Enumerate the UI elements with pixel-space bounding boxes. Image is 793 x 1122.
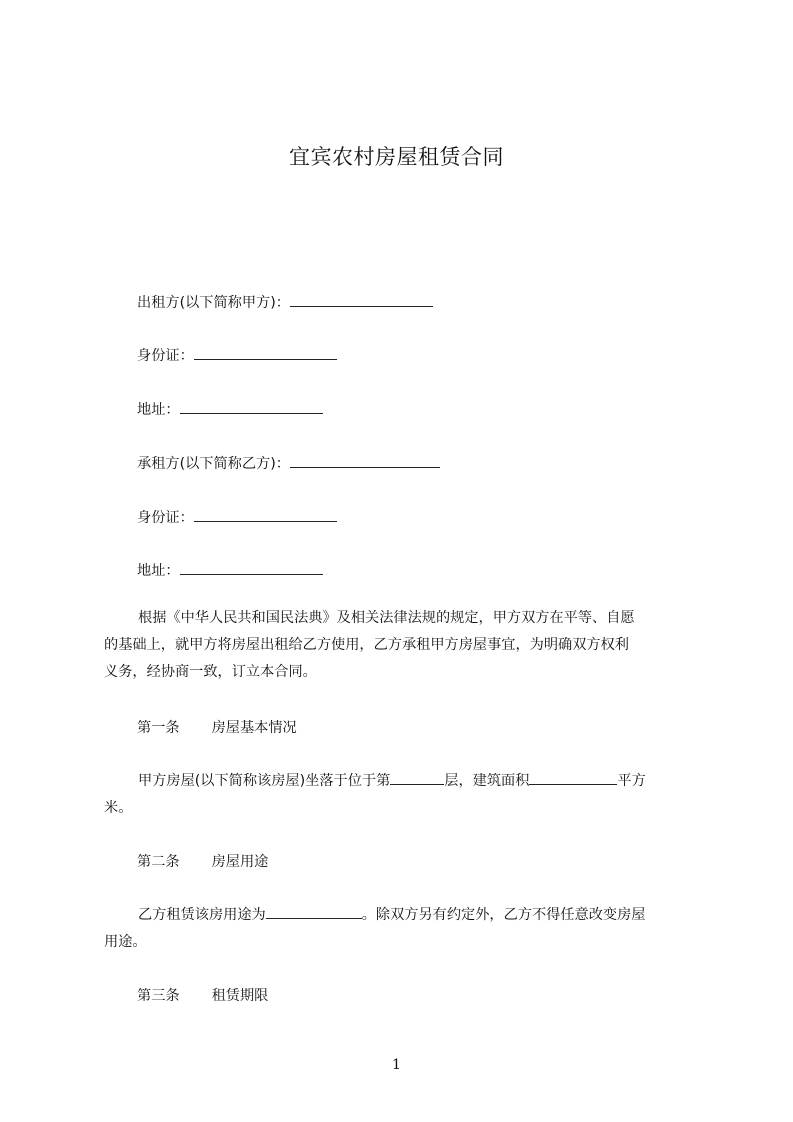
document-title: 宜宾农村房屋租赁合同 (289, 145, 504, 169)
article-2-line-2: 用途。 (104, 934, 147, 950)
article-3-heading (137, 986, 268, 1006)
page-number: 1 (392, 1057, 401, 1073)
preamble-paragraph (104, 605, 700, 686)
article-1-paragraph (104, 768, 700, 822)
lessor-id-line (137, 345, 337, 366)
lessor-address-line (137, 399, 323, 420)
article-1-line-1: 甲方房屋(以下简称该房屋)坐落于位于第 层，建筑面积 平方 (104, 768, 700, 795)
preamble-line-3: 义务，经协商一致，订立本合同。 (104, 664, 317, 680)
lessee-label: 承租方(以下简称乙方)： (137, 456, 290, 472)
lessor-address-blank[interactable] (180, 399, 323, 414)
floor-blank[interactable] (390, 770, 444, 785)
lessor-line (137, 292, 433, 313)
lessee-id-line (137, 507, 337, 528)
article-2-paragraph (104, 902, 700, 956)
article-2-line-1: 乙方租赁该房用途为 。除双方另有约定外，乙方不得任意改变房屋 (104, 902, 700, 929)
lessee-id-label: 身份证： (137, 510, 194, 526)
article-3-number: 第三条 (137, 988, 180, 1004)
article-1-line-2: 米。 (104, 800, 133, 816)
lessor-id-blank[interactable] (194, 345, 337, 360)
article-2-heading (137, 852, 268, 872)
lessor-name-blank[interactable] (290, 292, 433, 307)
article-3-name: 租赁期限 (211, 988, 269, 1004)
preamble-line-1: 根据《中华人民共和国民法典》及相关法律法规的规定，甲方双方在平等、自愿 (138, 610, 635, 626)
lessee-id-blank[interactable] (194, 507, 337, 522)
lessor-address-label: 地址： (137, 402, 180, 418)
lessee-address-line (137, 560, 323, 581)
article-1-name: 房屋基本情况 (211, 720, 297, 736)
lessee-line (137, 453, 440, 474)
lessee-address-label: 地址： (137, 563, 180, 579)
lessor-label: 出租方(以下简称甲方)： (137, 295, 290, 311)
article-2-number: 第二条 (137, 854, 180, 870)
area-blank[interactable] (529, 770, 617, 785)
article-2-name: 房屋用途 (211, 854, 269, 870)
article-1-heading (137, 718, 297, 738)
article-1-number: 第一条 (137, 720, 180, 736)
lessor-id-label: 身份证： (137, 348, 194, 364)
usage-blank[interactable] (266, 904, 362, 919)
lessee-address-blank[interactable] (180, 560, 323, 575)
preamble-line-2: 的基础上，就甲方将房屋出租给乙方使用，乙方承租甲方房屋事宜，为明确双方权利 (104, 637, 629, 653)
lessee-name-blank[interactable] (290, 453, 440, 468)
